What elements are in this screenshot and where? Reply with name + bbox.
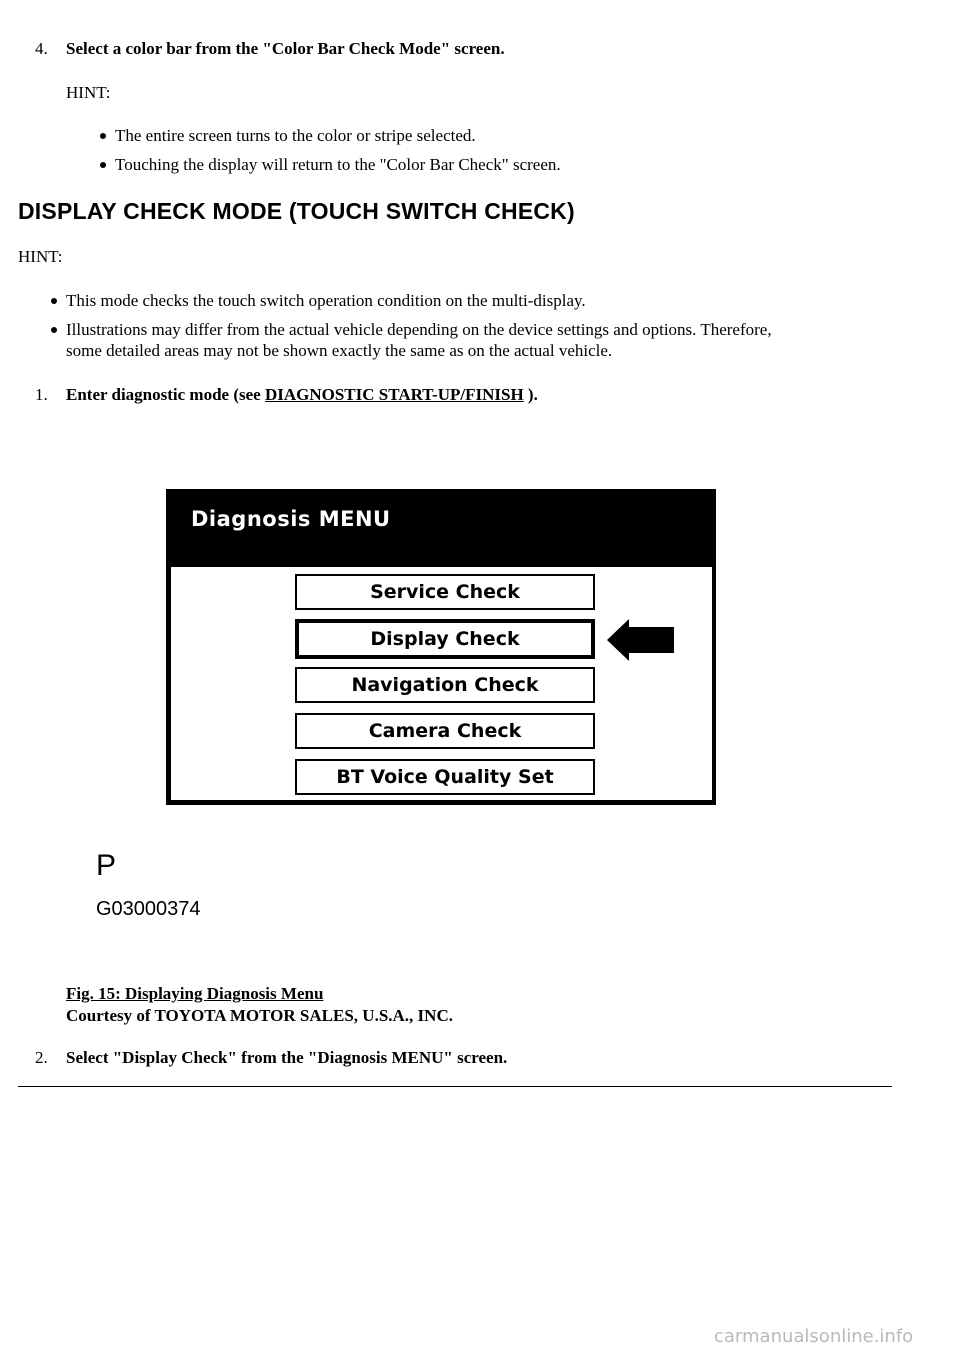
diagnosis-menu-panel xyxy=(171,567,712,800)
section-heading: DISPLAY CHECK MODE (TOUCH SWITCH CHECK) xyxy=(18,198,575,224)
bullet-icon xyxy=(100,162,106,168)
step-4-bullet-1: The entire screen turns to the color or stripe selected. xyxy=(115,126,476,145)
bullet-icon xyxy=(51,298,57,304)
diagnosis-menu-screen xyxy=(166,489,716,805)
step-1-number: 1. xyxy=(35,385,48,404)
section-bullet-2-line-1: Illustrations may differ from the actual vehicle depending on the device settings and options. Therefore, xyxy=(66,320,772,339)
step-4-hint: HINT: xyxy=(66,83,111,102)
step-1-text xyxy=(66,384,538,406)
step-2-text: Select "Display Check" from the "Diagnosis MENU" screen. xyxy=(66,1048,508,1067)
diagnosis-menu-title: Diagnosis MENU xyxy=(191,507,391,531)
navigation-check-button: Navigation Check xyxy=(295,667,595,703)
step-1-text-before: Enter diagnostic mode (see xyxy=(66,385,265,404)
service-check-button: Service Check xyxy=(295,574,595,610)
step-2-number: 2. xyxy=(35,1048,48,1067)
section-bullet-2-line-2: some detailed areas may not be shown exactly the same as on the actual vehicle. xyxy=(66,341,613,360)
figure-letter: P xyxy=(96,849,117,882)
bt-voice-quality-set-button: BT Voice Quality Set xyxy=(295,759,595,795)
figure-caption: Fig. 15: Displaying Diagnosis Menu xyxy=(66,984,324,1003)
step-4-text: Select a color bar from the "Color Bar Check Mode" screen. xyxy=(66,39,505,58)
step-4-number: 4. xyxy=(35,39,48,58)
section-bullet-1: This mode checks the touch switch operation condition on the multi-display. xyxy=(66,291,586,310)
bullet-icon xyxy=(100,133,106,139)
step-1-text-after: ). xyxy=(523,385,538,404)
page-divider xyxy=(18,1086,892,1087)
display-check-button: Display Check xyxy=(295,619,595,659)
bullet-icon xyxy=(51,327,57,333)
left-arrow-icon xyxy=(607,619,674,661)
diagnostic-start-up-link[interactable]: DIAGNOSTIC START-UP/FINISH xyxy=(264,385,524,404)
figure-courtesy: Courtesy of TOYOTA MOTOR SALES, U.S.A., INC. xyxy=(66,1006,453,1025)
camera-check-button: Camera Check xyxy=(295,713,595,749)
step-4-bullet-2: Touching the display will return to the "Color Bar Check" screen. xyxy=(115,155,561,174)
section-hint: HINT: xyxy=(18,247,63,266)
figure-code: G03000374 xyxy=(96,898,201,920)
watermark: carmanualsonline.info xyxy=(714,1326,914,1347)
